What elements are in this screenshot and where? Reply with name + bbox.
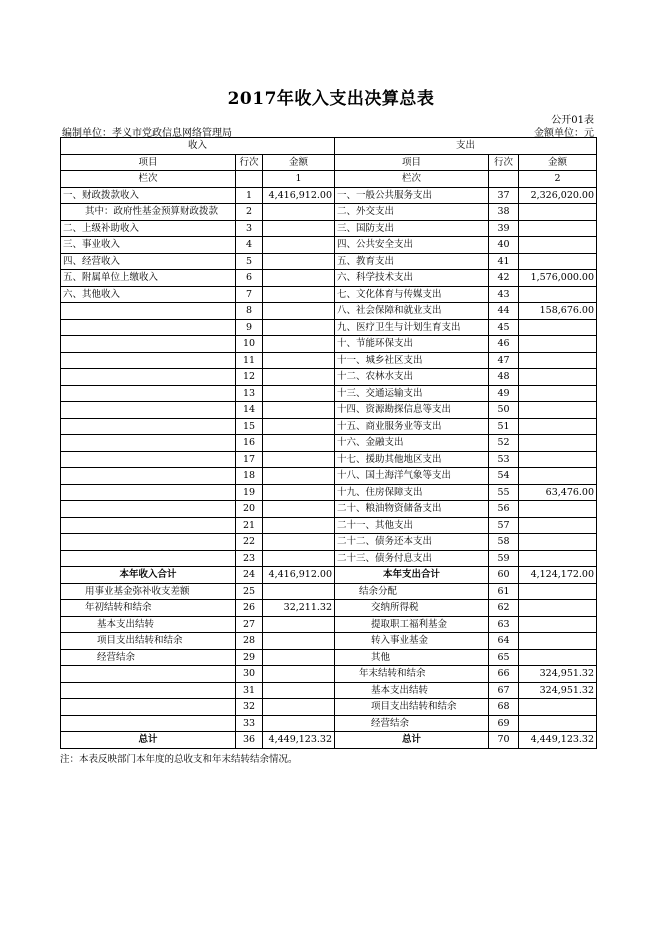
expense-amount-cell	[519, 550, 597, 567]
expense-amount-cell: 324,951.32	[519, 682, 597, 699]
expense-amount-header: 金额	[519, 154, 597, 171]
income-item-cell: 项目支出结转和结余	[61, 633, 236, 650]
income-amount-cell	[263, 682, 335, 699]
table-row	[61, 220, 597, 237]
income-amount-cell	[263, 633, 335, 650]
income-item-cell	[61, 517, 236, 534]
expense-item-cell: 十、节能环保支出	[335, 336, 489, 353]
income-item-cell: 经营结余	[61, 649, 236, 666]
expense-amount-cell	[519, 451, 597, 468]
income-rowno-cell: 30	[236, 666, 263, 683]
income-rowno-cell: 7	[236, 286, 263, 303]
income-item-cell	[61, 550, 236, 567]
table-row	[61, 303, 597, 320]
expense-item-cell: 五、教育支出	[335, 253, 489, 270]
expense-amount-cell	[519, 237, 597, 254]
income-item-cell	[61, 336, 236, 353]
expense-rowno-cell: 57	[489, 517, 519, 534]
income-rowno-cell: 16	[236, 435, 263, 452]
expense-rowno-cell: 67	[489, 682, 519, 699]
expense-item-cell: 十一、城乡社区支出	[335, 352, 489, 369]
income-rowno-cell: 10	[236, 336, 263, 353]
income-item-cell: 用事业基金弥补收支差额	[61, 583, 236, 600]
table-row	[61, 369, 597, 386]
income-amount-cell	[263, 369, 335, 386]
expense-amount-cell	[519, 600, 597, 617]
org-label: 编制单位：孝义市党政信息网络管理局	[62, 128, 232, 139]
expense-rowno-cell: 37	[489, 187, 519, 204]
expense-rowno-cell: 54	[489, 468, 519, 485]
table-row	[61, 187, 597, 204]
income-item-cell: 年初结转和结余	[61, 600, 236, 617]
expense-item-cell: 十七、援助其他地区支出	[335, 451, 489, 468]
income-item-cell	[61, 682, 236, 699]
expense-item-cell: 九、医疗卫生与计划生育支出	[335, 319, 489, 336]
income-amount-cell	[263, 517, 335, 534]
income-amount-cell	[263, 270, 335, 287]
income-amount-cell	[263, 319, 335, 336]
income-amount-cell	[263, 715, 335, 732]
expense-amount-cell: 158,676.00	[519, 303, 597, 320]
table-row	[61, 682, 597, 699]
table-body	[61, 187, 597, 748]
income-amount-header: 金额	[263, 154, 335, 171]
expense-rowno-cell: 68	[489, 699, 519, 716]
expense-item-cell: 十六、金融支出	[335, 435, 489, 452]
expense-item-cell: 二十、粮油物资储备支出	[335, 501, 489, 518]
income-item-cell: 一、财政拨款收入	[61, 187, 236, 204]
income-amount-cell	[263, 303, 335, 320]
income-rowno-cell: 33	[236, 715, 263, 732]
expense-item-cell: 十五、商业服务业等支出	[335, 418, 489, 435]
income-item-cell	[61, 402, 236, 419]
expense-amount-cell: 4,449,123.32	[519, 732, 597, 749]
income-rowno-cell: 29	[236, 649, 263, 666]
expense-item-cell: 八、社会保障和就业支出	[335, 303, 489, 320]
income-rowno-cell: 25	[236, 583, 263, 600]
expense-item-cell: 基本支出结转	[335, 682, 489, 699]
income-item-cell	[61, 435, 236, 452]
table-row	[61, 286, 597, 303]
expense-amount-cell	[519, 715, 597, 732]
expense-rowno-cell: 38	[489, 204, 519, 221]
table-row	[61, 732, 597, 749]
table-row	[61, 204, 597, 221]
expense-item-cell: 其他	[335, 649, 489, 666]
expense-item-cell: 转入事业基金	[335, 633, 489, 650]
income-rowno-cell: 28	[236, 633, 263, 650]
income-amount-cell	[263, 649, 335, 666]
income-item-cell	[61, 468, 236, 485]
income-rowno-cell: 15	[236, 418, 263, 435]
expense-item-cell: 十三、交通运输支出	[335, 385, 489, 402]
table-row	[61, 270, 597, 287]
income-amount-cell	[263, 385, 335, 402]
income-rowno-cell: 14	[236, 402, 263, 419]
form-code: 公开01表	[551, 115, 594, 126]
income-rowno-cell: 32	[236, 699, 263, 716]
expense-rowno-cell: 65	[489, 649, 519, 666]
expense-item-cell: 本年支出合计	[335, 567, 489, 584]
expense-item-cell: 二十三、债务付息支出	[335, 550, 489, 567]
income-amount-cell	[263, 468, 335, 485]
income-item-header: 项目	[61, 154, 236, 171]
table-row	[61, 468, 597, 485]
table-row	[61, 534, 597, 551]
expense-amount-cell	[519, 534, 597, 551]
expense-amount-cell	[519, 220, 597, 237]
table-row	[61, 402, 597, 419]
income-amount-cell: 4,416,912.00	[263, 187, 335, 204]
income-amount-cell: 4,449,123.32	[263, 732, 335, 749]
expense-rowno-cell: 62	[489, 600, 519, 617]
expense-rowno-cell: 69	[489, 715, 519, 732]
income-item-cell	[61, 385, 236, 402]
income-rowno-cell: 8	[236, 303, 263, 320]
table-row	[61, 583, 597, 600]
income-amount-cell	[263, 699, 335, 716]
income-rowno-cell: 1	[236, 187, 263, 204]
expense-rowno-cell: 56	[489, 501, 519, 518]
income-item-cell	[61, 303, 236, 320]
expense-item-cell: 二、外交支出	[335, 204, 489, 221]
table-row	[61, 633, 597, 650]
expense-amount-cell	[519, 286, 597, 303]
expense-item-cell: 六、科学技术支出	[335, 270, 489, 287]
income-amount-cell	[263, 534, 335, 551]
expense-rowno-cell: 70	[489, 732, 519, 749]
expense-item-header: 项目	[335, 154, 489, 171]
income-amount-cell	[263, 418, 335, 435]
expense-rowno-cell: 50	[489, 402, 519, 419]
income-amount-cell	[263, 616, 335, 633]
expense-rowno-cell: 64	[489, 633, 519, 650]
table-row	[61, 253, 597, 270]
income-rowno-cell: 2	[236, 204, 263, 221]
income-amount-cell	[263, 550, 335, 567]
table-row	[61, 352, 597, 369]
income-header: 收入	[61, 138, 335, 155]
table-row	[61, 237, 597, 254]
income-item-cell: 四、经营收入	[61, 253, 236, 270]
expense-column-blank	[489, 171, 519, 188]
expense-item-cell: 十四、资源勘探信息等支出	[335, 402, 489, 419]
table-row	[61, 385, 597, 402]
expense-amount-cell	[519, 468, 597, 485]
expense-amount-cell	[519, 649, 597, 666]
income-column-label: 栏次	[61, 171, 236, 188]
table-row	[61, 715, 597, 732]
table-row	[61, 699, 597, 716]
income-item-cell	[61, 715, 236, 732]
expense-item-cell: 十八、国土海洋气象等支出	[335, 468, 489, 485]
income-amount-cell	[263, 204, 335, 221]
expense-header: 支出	[335, 138, 597, 155]
income-item-cell: 五、附属单位上缴收入	[61, 270, 236, 287]
expense-item-cell: 二十一、其他支出	[335, 517, 489, 534]
expense-amount-cell: 4,124,172.00	[519, 567, 597, 584]
income-item-cell: 总计	[61, 732, 236, 749]
income-item-cell	[61, 352, 236, 369]
income-amount-cell	[263, 583, 335, 600]
income-rowno-cell: 17	[236, 451, 263, 468]
income-amount-cell	[263, 352, 335, 369]
expense-rowno-cell: 63	[489, 616, 519, 633]
expense-amount-cell	[519, 369, 597, 386]
expense-item-cell: 一、一般公共服务支出	[335, 187, 489, 204]
table-row	[61, 336, 597, 353]
expense-rowno-cell: 47	[489, 352, 519, 369]
expense-amount-cell	[519, 699, 597, 716]
table-header	[61, 138, 597, 188]
income-rowno-cell: 12	[236, 369, 263, 386]
income-item-cell	[61, 501, 236, 518]
income-rowno-cell: 24	[236, 567, 263, 584]
expense-rowno-cell: 46	[489, 336, 519, 353]
income-rowno-cell: 36	[236, 732, 263, 749]
income-amount-cell	[263, 402, 335, 419]
income-item-cell	[61, 666, 236, 683]
income-amount-cell	[263, 336, 335, 353]
table-row	[61, 501, 597, 518]
income-rowno-cell: 26	[236, 600, 263, 617]
expense-rowno-cell: 53	[489, 451, 519, 468]
income-amount-cell	[263, 286, 335, 303]
expense-item-cell: 四、公共安全支出	[335, 237, 489, 254]
expense-rowno-cell: 49	[489, 385, 519, 402]
table-row	[61, 567, 597, 584]
income-amount-cell	[263, 666, 335, 683]
income-rowno-cell: 4	[236, 237, 263, 254]
expense-item-cell: 七、文化体育与传媒支出	[335, 286, 489, 303]
expense-amount-cell	[519, 385, 597, 402]
footnote: 注：本表反映部门本年度的总收支和年末结转结余情况。	[60, 754, 298, 765]
table-row	[61, 649, 597, 666]
expense-rowno-cell: 58	[489, 534, 519, 551]
income-amount-cell	[263, 435, 335, 452]
expense-amount-cell	[519, 418, 597, 435]
unit-label: 金额单位：元	[534, 128, 594, 139]
income-rowno-cell: 18	[236, 468, 263, 485]
expense-item-cell: 年末结转和结余	[335, 666, 489, 683]
expense-rowno-cell: 52	[489, 435, 519, 452]
income-rowno-cell: 31	[236, 682, 263, 699]
income-amount-cell	[263, 451, 335, 468]
income-amount-cell	[263, 253, 335, 270]
income-rowno-cell: 13	[236, 385, 263, 402]
income-rowno-cell: 19	[236, 484, 263, 501]
expense-amount-cell: 2,326,020.00	[519, 187, 597, 204]
expense-amount-cell: 1,576,000.00	[519, 270, 597, 287]
income-amount-cell	[263, 484, 335, 501]
table-row	[61, 435, 597, 452]
income-rowno-cell: 20	[236, 501, 263, 518]
expense-rowno-header: 行次	[489, 154, 519, 171]
income-amount-cell: 4,416,912.00	[263, 567, 335, 584]
expense-amount-cell	[519, 435, 597, 452]
expense-amount-cell	[519, 583, 597, 600]
income-item-cell	[61, 699, 236, 716]
table-row	[61, 600, 597, 617]
table-row	[61, 418, 597, 435]
expense-amount-cell	[519, 336, 597, 353]
expense-item-cell: 交纳所得税	[335, 600, 489, 617]
income-rowno-cell: 23	[236, 550, 263, 567]
expense-rowno-cell: 48	[489, 369, 519, 386]
expense-item-cell: 十二、农林水支出	[335, 369, 489, 386]
expense-item-cell: 总计	[335, 732, 489, 749]
table-row	[61, 484, 597, 501]
expense-rowno-cell: 39	[489, 220, 519, 237]
income-item-cell: 三、事业收入	[61, 237, 236, 254]
expense-column-label: 栏次	[335, 171, 489, 188]
expense-amount-cell	[519, 517, 597, 534]
expense-amount-cell	[519, 253, 597, 270]
expense-rowno-cell: 51	[489, 418, 519, 435]
income-rowno-cell: 6	[236, 270, 263, 287]
expense-amount-cell	[519, 352, 597, 369]
expense-rowno-cell: 40	[489, 237, 519, 254]
income-item-cell: 其中：政府性基金预算财政拨款	[61, 204, 236, 221]
expense-amount-cell	[519, 204, 597, 221]
expense-item-cell: 十九、住房保障支出	[335, 484, 489, 501]
expense-rowno-cell: 42	[489, 270, 519, 287]
expense-rowno-cell: 60	[489, 567, 519, 584]
expense-rowno-cell: 66	[489, 666, 519, 683]
expense-amount-cell	[519, 402, 597, 419]
expense-rowno-cell: 45	[489, 319, 519, 336]
income-item-cell	[61, 369, 236, 386]
expense-rowno-cell: 59	[489, 550, 519, 567]
income-amount-cell: 32,211.32	[263, 600, 335, 617]
income-column-number: 1	[263, 171, 335, 188]
income-amount-cell	[263, 220, 335, 237]
expense-column-number: 2	[519, 171, 597, 188]
income-column-blank	[236, 171, 263, 188]
expense-rowno-cell: 61	[489, 583, 519, 600]
income-item-cell: 基本支出结转	[61, 616, 236, 633]
income-item-cell	[61, 418, 236, 435]
income-item-cell: 二、上级补助收入	[61, 220, 236, 237]
income-rowno-cell: 5	[236, 253, 263, 270]
expense-amount-cell	[519, 319, 597, 336]
income-rowno-cell: 21	[236, 517, 263, 534]
table-row	[61, 319, 597, 336]
income-rowno-cell: 3	[236, 220, 263, 237]
expense-rowno-cell: 43	[489, 286, 519, 303]
table-row	[61, 451, 597, 468]
expense-rowno-cell: 44	[489, 303, 519, 320]
expense-amount-cell	[519, 616, 597, 633]
expense-item-cell: 二十二、债务还本支出	[335, 534, 489, 551]
budget-table	[60, 137, 597, 749]
table-row	[61, 550, 597, 567]
income-item-cell: 本年收入合计	[61, 567, 236, 584]
expense-amount-cell	[519, 633, 597, 650]
table-row	[61, 517, 597, 534]
income-rowno-cell: 9	[236, 319, 263, 336]
income-rowno-cell: 27	[236, 616, 263, 633]
income-item-cell	[61, 451, 236, 468]
expense-item-cell: 结余分配	[335, 583, 489, 600]
table-row	[61, 666, 597, 683]
report-title: 2017年收入支出决算总表	[227, 89, 435, 109]
income-item-cell	[61, 484, 236, 501]
income-amount-cell	[263, 501, 335, 518]
expense-amount-cell: 63,476.00	[519, 484, 597, 501]
expense-amount-cell	[519, 501, 597, 518]
income-item-cell	[61, 319, 236, 336]
income-item-cell	[61, 534, 236, 551]
expense-amount-cell: 324,951.32	[519, 666, 597, 683]
income-item-cell: 六、其他收入	[61, 286, 236, 303]
expense-rowno-cell: 55	[489, 484, 519, 501]
expense-item-cell: 项目支出结转和结余	[335, 699, 489, 716]
expense-item-cell: 三、国防支出	[335, 220, 489, 237]
expense-rowno-cell: 41	[489, 253, 519, 270]
income-amount-cell	[263, 237, 335, 254]
table-row	[61, 616, 597, 633]
expense-item-cell: 经营结余	[335, 715, 489, 732]
income-rowno-header: 行次	[236, 154, 263, 171]
expense-item-cell: 提取职工福利基金	[335, 616, 489, 633]
income-rowno-cell: 22	[236, 534, 263, 551]
income-rowno-cell: 11	[236, 352, 263, 369]
